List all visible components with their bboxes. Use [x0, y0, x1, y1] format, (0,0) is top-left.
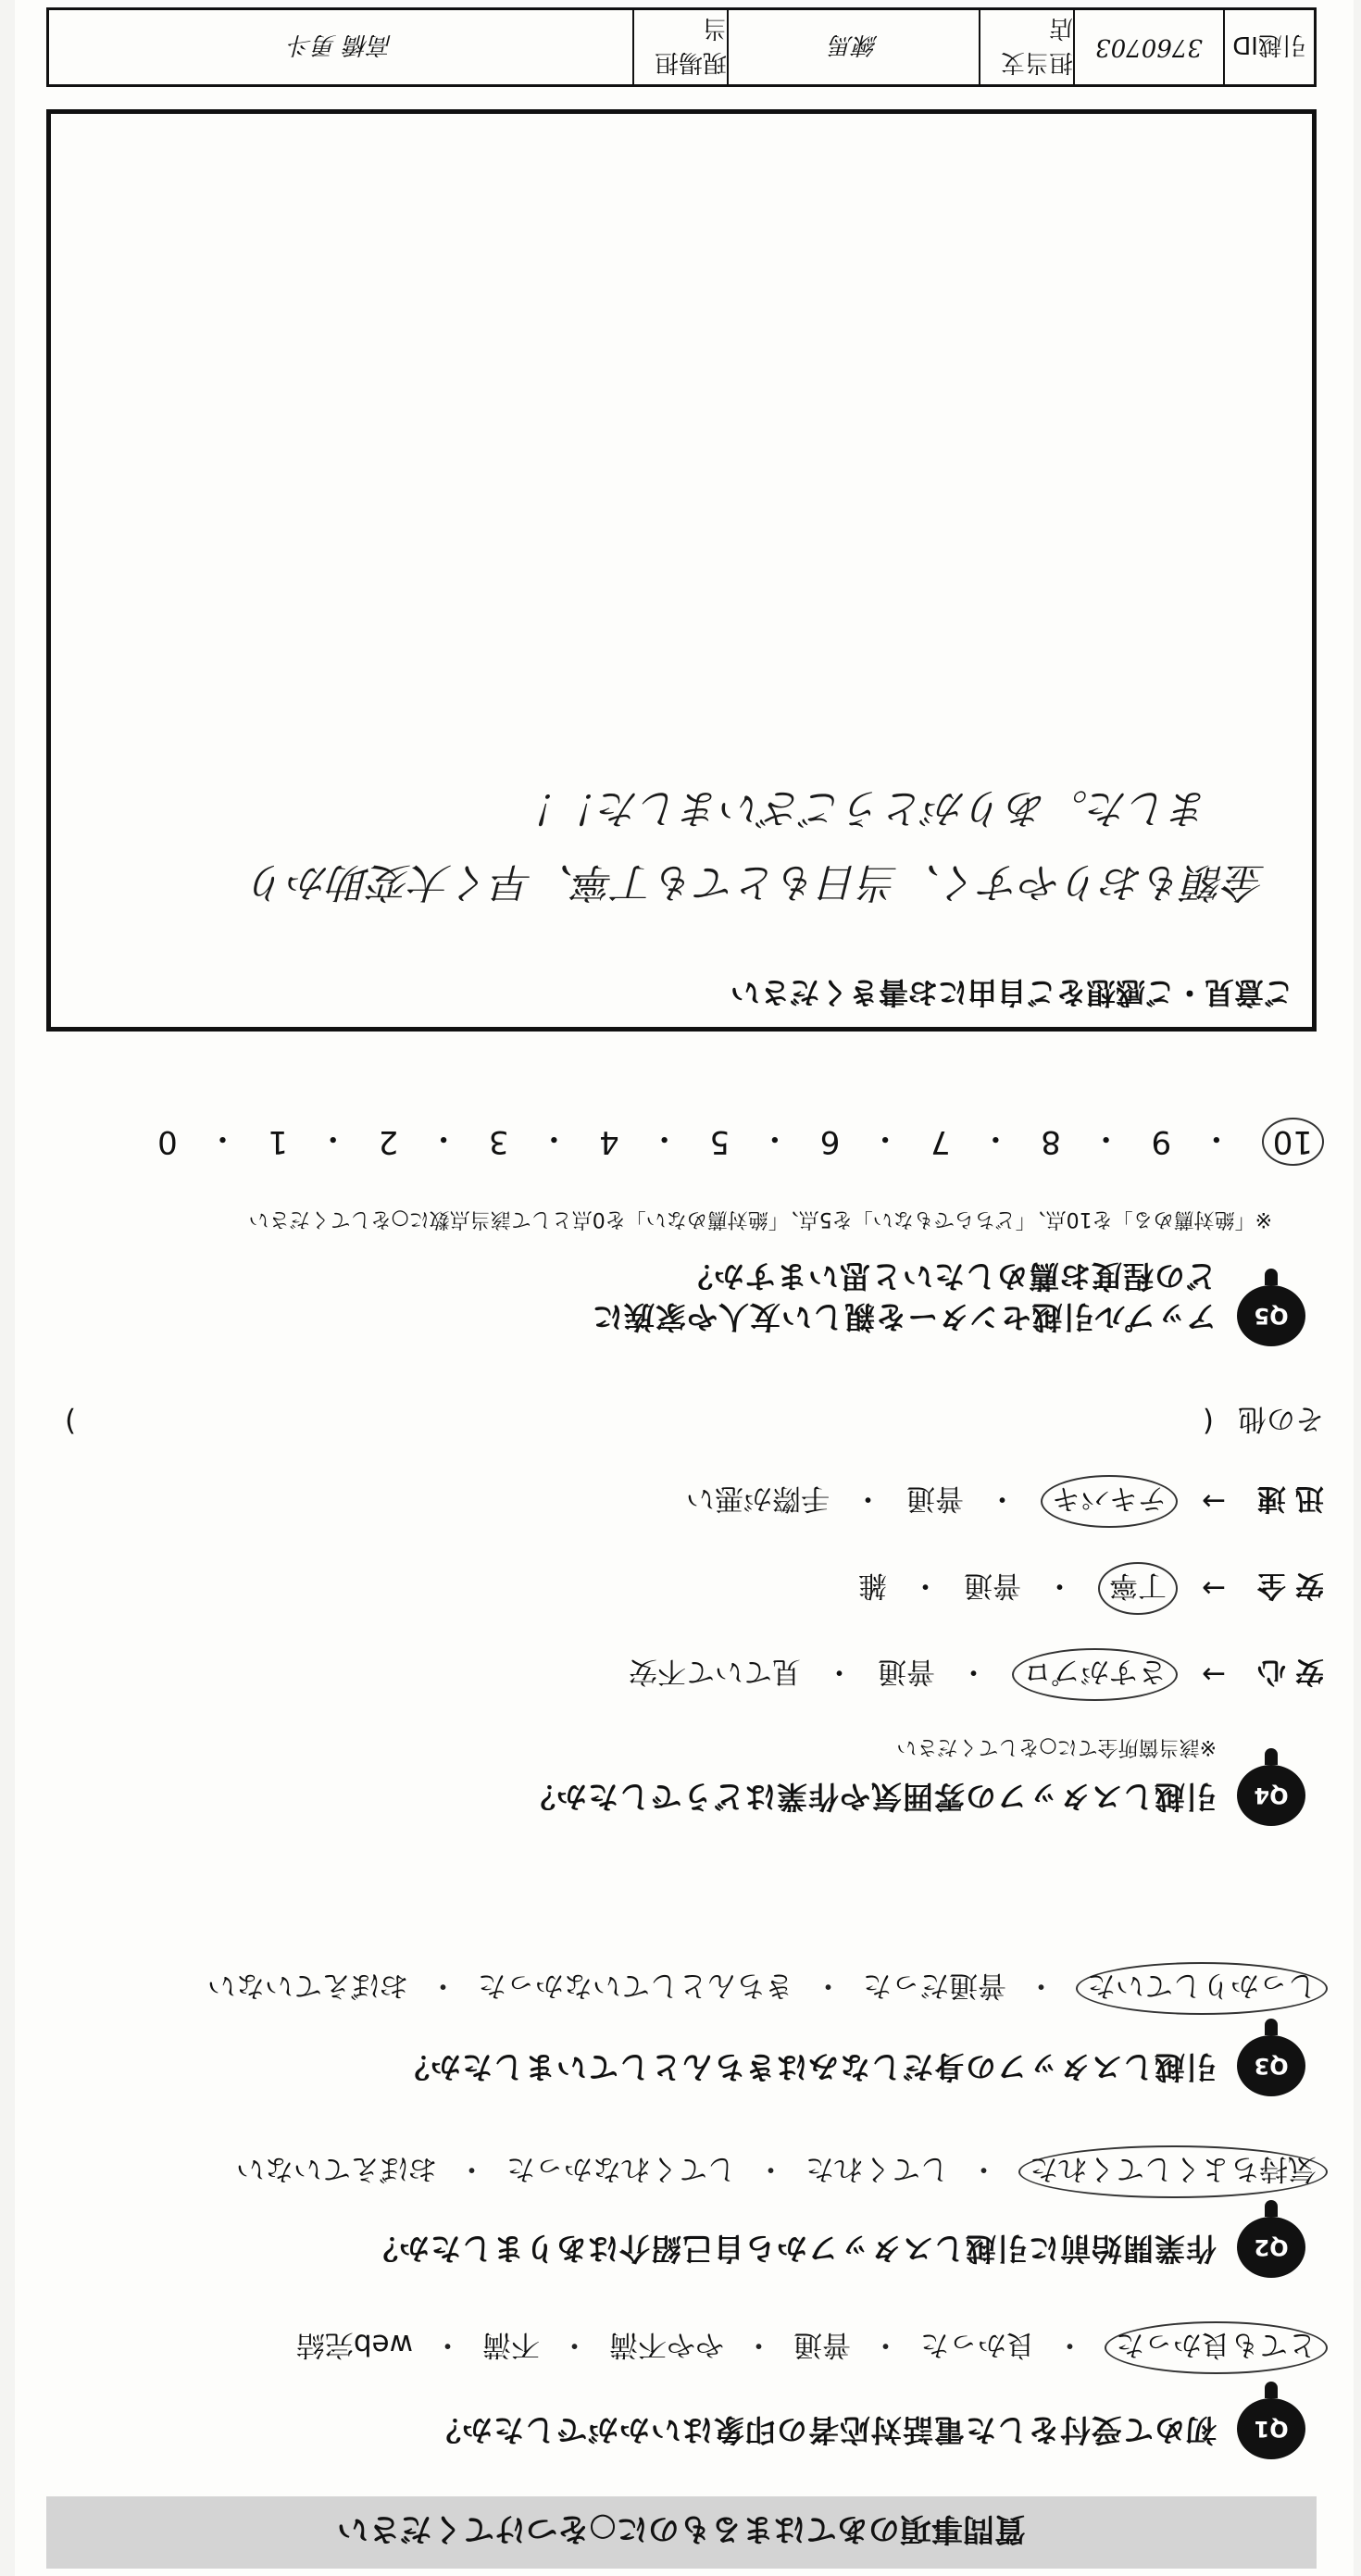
q4-other-open: (: [1202, 1405, 1214, 1439]
handwritten-comment-line-1: 金額もおりやすく、当日もとても丁寧、早く大変助かり: [247, 858, 1266, 906]
q4-row-label: 安心: [1248, 1655, 1324, 1688]
q4-option[interactable]: さすがプロ: [1012, 1648, 1178, 1701]
comment-box-title: ご意見・ご感想をご自由にお書きください: [730, 975, 1293, 1010]
q4-option[interactable]: テキパキ: [1041, 1475, 1178, 1528]
q3-option-1[interactable]: しっかりしていた: [1076, 1962, 1328, 2015]
branch-value[interactable]: 練馬: [727, 10, 979, 84]
q4-option[interactable]: 雑: [858, 1569, 888, 1602]
q1-option-2[interactable]: 良かった: [920, 2328, 1035, 2361]
q4-row-label: 迅速: [1248, 1482, 1324, 1515]
arrow-right-icon: →: [1202, 1657, 1226, 1692]
q3-option-2[interactable]: 普通だった: [863, 1969, 1006, 2002]
question-1-text: 初めて受付をした電話対応者の印象はいかがでしたか？: [430, 2412, 1217, 2448]
q2-option-3[interactable]: してくれなかった: [506, 2152, 736, 2185]
q1-option-4[interactable]: やや不満: [609, 2328, 724, 2361]
staff-info-table: [46, 7, 1317, 87]
question-bubble-icon: Q4: [1237, 1765, 1305, 1826]
question-bubble-icon: Q5: [1237, 1285, 1305, 1346]
q5-score-8[interactable]: 8: [1041, 1123, 1061, 1160]
question-bubble-icon: Q1: [1237, 2398, 1305, 2459]
q5-score-1[interactable]: 1: [268, 1123, 288, 1160]
site-lead-label: 現場担当: [632, 10, 727, 84]
q4-row-anzen: 安全 → 丁寧 ・ 普通 ・ 雑: [858, 1562, 1324, 1615]
instruction-header: 質問事項のあてはまるものに○をつけてください: [46, 2496, 1317, 2569]
q4-option[interactable]: 普通: [964, 1569, 1022, 1602]
q4-option[interactable]: 見ていて不安: [629, 1655, 802, 1688]
q5-scale: 10 ・ 9 ・ 8 ・ 7 ・ 6 ・ 5 ・ 4 ・ 3 ・ 2 ・ 1 ・ 0: [157, 1118, 1324, 1166]
q1-option-6[interactable]: web完結: [295, 2328, 413, 2361]
q5-score-3[interactable]: 3: [488, 1123, 509, 1160]
q5-score-5[interactable]: 5: [709, 1123, 730, 1160]
q3-option-4[interactable]: おぼえていない: [207, 1969, 408, 2002]
move-id-label: 引越ID: [1223, 10, 1314, 84]
q5-score-10[interactable]: 10: [1262, 1118, 1324, 1166]
q4-row-jinsoku: 迅速 → テキパキ ・ 普通 ・ 手際が悪い: [686, 1475, 1324, 1528]
q4-row-label: 安全: [1248, 1569, 1324, 1602]
q3-options: しっかりしていた ・ 普通だった ・ きちんとしていなかった ・ おぼえていない: [207, 1962, 1328, 2015]
question-5-text-line2: どの程度お薦めしたいと思いますか？: [681, 1258, 1217, 1294]
q4-other-label: その他: [1238, 1402, 1324, 1435]
q5-score-4[interactable]: 4: [599, 1123, 619, 1160]
q5-score-0[interactable]: 0: [157, 1123, 178, 1160]
q4-option[interactable]: 普通: [906, 1482, 965, 1515]
q5-note: ※「絶対薦める」を10点、「どちらでもない」を5点、「絶対薦めない」を0点として該当点数に○をしてください: [248, 1207, 1272, 1231]
comment-box[interactable]: [46, 109, 1317, 1032]
arrow-right-icon: →: [1202, 1484, 1226, 1519]
branch-label: 担当支店: [979, 10, 1073, 84]
q4-option[interactable]: 手際が悪い: [686, 1482, 830, 1515]
q5-score-6[interactable]: 6: [819, 1123, 841, 1160]
question-bubble-icon: Q2: [1237, 2217, 1305, 2278]
q4-option[interactable]: 丁寧: [1098, 1562, 1178, 1615]
q4-row-anshin: 安心 → さすがプロ ・ 普通 ・ 見ていて不安: [629, 1648, 1324, 1701]
q1-option-1[interactable]: とても良かった: [1105, 2321, 1328, 2374]
q4-note: ※該当箇所全てに○をしてください: [896, 1735, 1217, 1758]
q2-option-1[interactable]: 気持ちよくしてくれた: [1018, 2145, 1328, 2198]
arrow-right-icon: →: [1202, 1571, 1226, 1606]
q3-option-3[interactable]: きちんとしていなかった: [478, 1969, 793, 2002]
q1-option-3[interactable]: 普通: [793, 2328, 851, 2361]
handwritten-comment-line-2: ました。ありがとうございました！！: [518, 784, 1210, 832]
move-id-value[interactable]: 3760703: [1073, 10, 1223, 84]
q5-score-7[interactable]: 7: [930, 1123, 951, 1160]
q1-option-5[interactable]: 不満: [482, 2328, 540, 2361]
question-bubble-icon: Q3: [1237, 2035, 1305, 2096]
q4-other: [65, 1401, 1324, 1443]
q5-score-2[interactable]: 2: [378, 1123, 399, 1160]
q5-score-9[interactable]: 9: [1151, 1123, 1172, 1160]
q2-options: 気持ちよくしてくれた ・ してくれた ・ してくれなかった ・ おぼえていない: [236, 2145, 1328, 2198]
question-3-text: 引越しスタッフの身だしなみはきちんとしていましたか？: [398, 2049, 1217, 2085]
q2-option-4[interactable]: おぼえていない: [236, 2152, 437, 2185]
q4-option[interactable]: 普通: [878, 1655, 936, 1688]
question-4-text: 引越しスタッフの雰囲気や作業はどうでしたか？: [524, 1779, 1217, 1815]
q2-option-2[interactable]: してくれた: [805, 2152, 949, 2185]
question-2-text: 作業開始前に引越しスタッフから自己紹介はありましたか？: [367, 2231, 1217, 2267]
question-5-text-line1: アップル引越センターを親しい友人や家族に: [591, 1299, 1217, 1335]
site-lead-value[interactable]: 高橋 勇斗: [288, 31, 393, 59]
q1-options: とても良かった ・ 良かった ・ 普通 ・ やや不満 ・ 不満 ・ web完結: [296, 2321, 1328, 2374]
q4-other-close: ): [65, 1405, 77, 1439]
